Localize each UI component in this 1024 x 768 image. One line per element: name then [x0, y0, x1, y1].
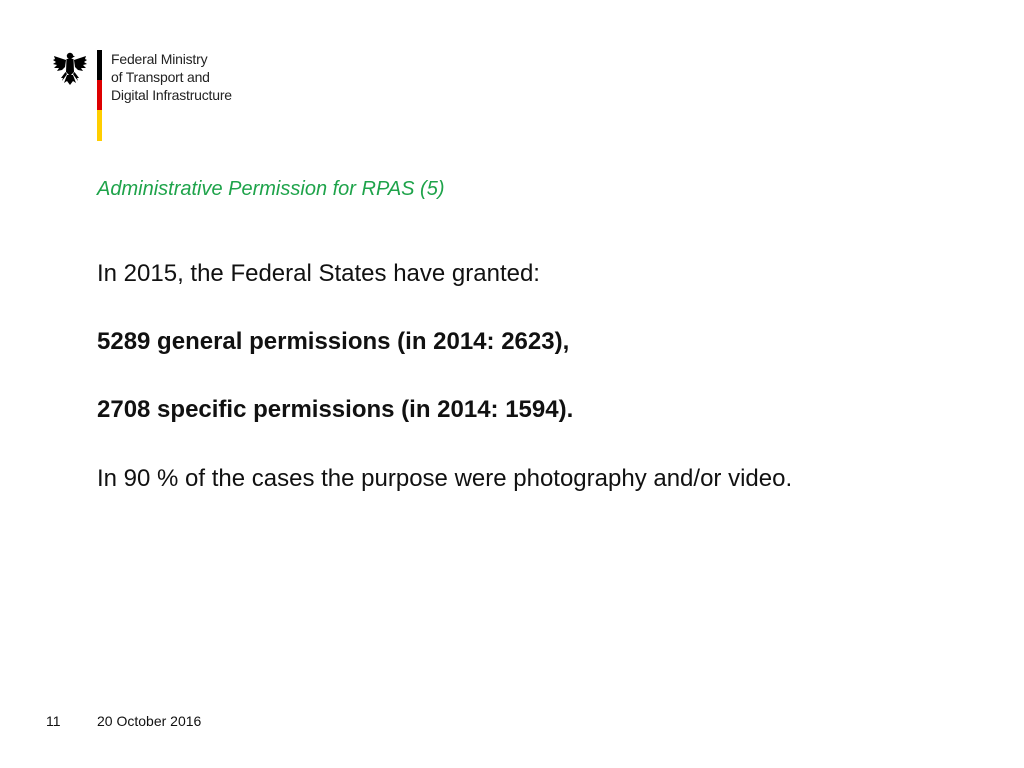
specific-permissions-text: 2708 specific permissions (in 2014: 1594).: [97, 396, 574, 423]
general-permissions-text: 5289 general permissions (in 2014: 2623),: [97, 328, 570, 355]
ministry-logo: [52, 50, 272, 145]
ministry-name-line-2: of Transport and: [111, 69, 210, 85]
flag-stripe-gold: [97, 110, 102, 141]
intro-text: In 2015, the Federal States have granted:: [97, 260, 540, 287]
ministry-name: [111, 50, 232, 104]
flag-stripe-black: [97, 50, 102, 80]
ministry-name-line-3: Digital Infrastructure: [111, 87, 232, 103]
purpose-text: In 90 % of the cases the purpose were photography and/or video.: [97, 465, 793, 492]
footer-date: 20 October 2016: [97, 713, 202, 729]
slide-title: Administrative Permission for RPAS (5): [97, 178, 445, 200]
flag-stripe-red: [97, 80, 102, 110]
ministry-name-line-1: Federal Ministry: [111, 51, 208, 67]
german-flag-bar: [97, 50, 102, 141]
federal-eagle-icon: [52, 50, 88, 88]
page-number: 11: [46, 713, 61, 729]
